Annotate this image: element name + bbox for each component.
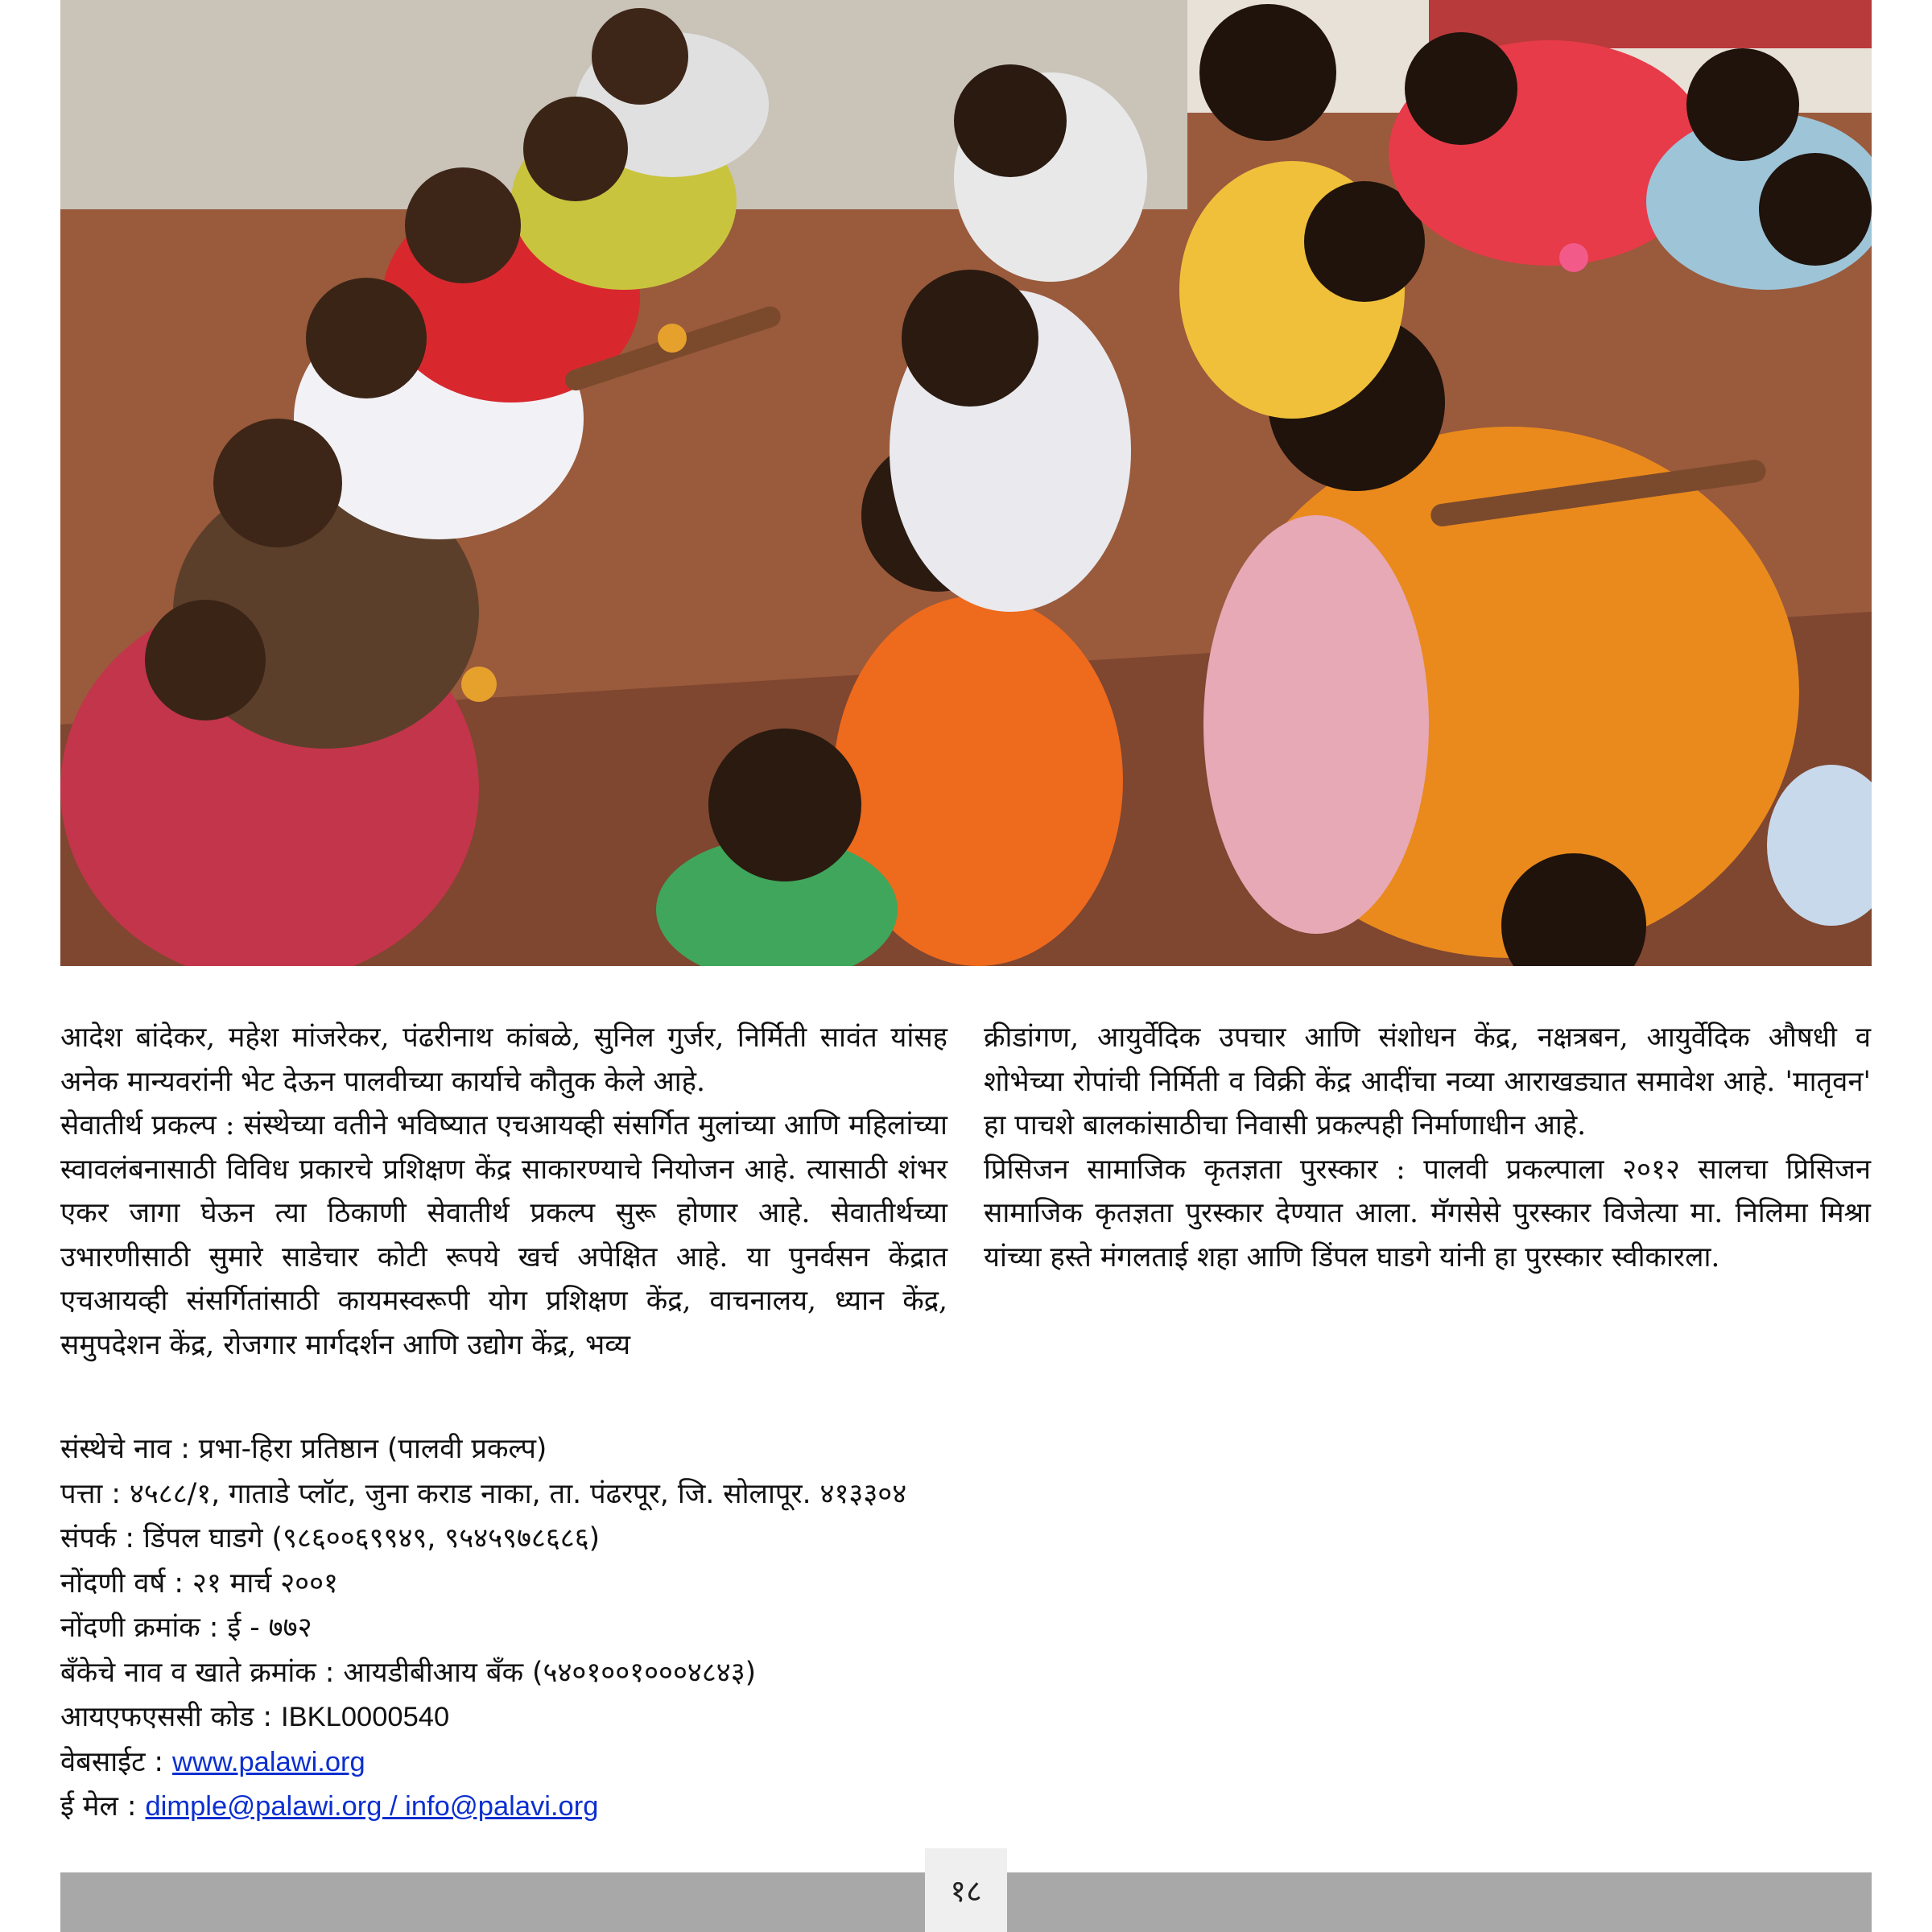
registration-number: नोंदणी क्रमांक : ई - ७७२ <box>60 1612 312 1644</box>
org-name: संस्थेचे नाव : प्रभा-हिरा प्रतिष्ठान (पालवी प्रकल्प) <box>60 1433 547 1465</box>
contact: संपर्क : डिंपल घाडगे (९८६००६९९४९, ९५४५९७८६८६) <box>60 1522 601 1554</box>
group-photo <box>60 0 1872 966</box>
right-text-column <box>984 1016 1871 1279</box>
website-label: वेबसाईट : <box>60 1745 173 1778</box>
email-link[interactable]: dimple@palawi.org / info@palavi.org <box>145 1791 599 1822</box>
website-link[interactable]: www.palawi.org <box>172 1746 365 1777</box>
email-label: ई मेल : <box>60 1790 146 1823</box>
left-text-column <box>60 1016 947 1367</box>
organization-info <box>60 1427 1107 1830</box>
address: पत्ता : ४५८८/१, गाताडे प्लॉट, जुना कराड नाका, ता. पंढरपूर, जि. सोलापूर. ४१३३०४ <box>60 1477 907 1510</box>
paragraph: आदेश बांदेकर, महेश मांजरेकर, पंढरीनाथ कांबळे, सुनिल गुर्जर, निर्मिती सावंत यांसह अनेक मान्यवरांनी भेट देऊन पालवीच्या कार्याचे कौतुक केले आहे. <box>60 1022 947 1098</box>
ifsc-code: IBKL0000540 <box>281 1702 450 1732</box>
paragraph: क्रीडांगण, आयुर्वेदिक उपचार आणि संशोधन केंद्र, नक्षत्रबन, आयुर्वेदिक औषधी व शोभेच्या रोपांची निर्मिती व विक्री केंद्र आदींचा नव्या आराखड्यात समावेश आहे. 'मातृवन' हा पाचशे बालकांसाठीचा निवासी प्रकल्पही निर्माणाधीन आहे. <box>984 1022 1871 1141</box>
paragraph: सेवातीर्थ प्रकल्प : संस्थेच्या वतीने भविष्यात एचआयव्ही संसर्गित मुलांच्या आणि महिलांच्या स्वावलंबनासाठी विविध प्रकारचे प्रशिक्षण केंद्र साकारण्याचे नियोजन आहे. त्यासाठी शंभर एकर जागा घेऊन त्या ठिकाणी सेवातीर्थ प्रकल्प सुरू होणार आहे. सेवातीर्थच्या उभारणीसाठी सुमारे साडेचार कोटी रूपये खर्च अपेक्षित आहे. या पुनर्वसन केंद्रात एचआयव्ही संसर्गितांसाठी कायमस्वरूपी योग प्रशिक्षण केंद्र, वाचनालय, ध्यान केंद्र, समुपदेशन केंद्र, रोजगार मार्गदर्शन आणि उद्योग केंद्र, भव्य <box>60 1109 947 1361</box>
paragraph: प्रिसिजन सामाजिक कृतज्ञता पुरस्कार : पालवी प्रकल्पाला २०१२ सालचा प्रिसिजन सामाजिक कृतज्ञता पुरस्कार देण्यात आला. मॅगसेसे पुरस्कार विजेत्या मा. निलिमा मिश्रा यांच्या हस्ते मंगलताई शहा आणि डिंपल घाडगे यांनी हा पुरस्कार स्वीकारला. <box>984 1153 1871 1274</box>
email-row <box>60 1785 1107 1830</box>
registration-year: नोंदणी वर्ष : २१ मार्च २००१ <box>60 1567 338 1600</box>
website-row <box>60 1740 1107 1785</box>
ifsc-label: आयएफएससी कोड : <box>60 1701 282 1733</box>
page-number: १८ <box>950 1873 982 1909</box>
ifsc-row <box>60 1695 1107 1740</box>
page-number-box <box>925 1848 1007 1932</box>
bank-details: बँकेचे नाव व खाते क्रमांक : आयडीबीआय बँक (५४०१००१०००४८४३) <box>60 1656 757 1689</box>
